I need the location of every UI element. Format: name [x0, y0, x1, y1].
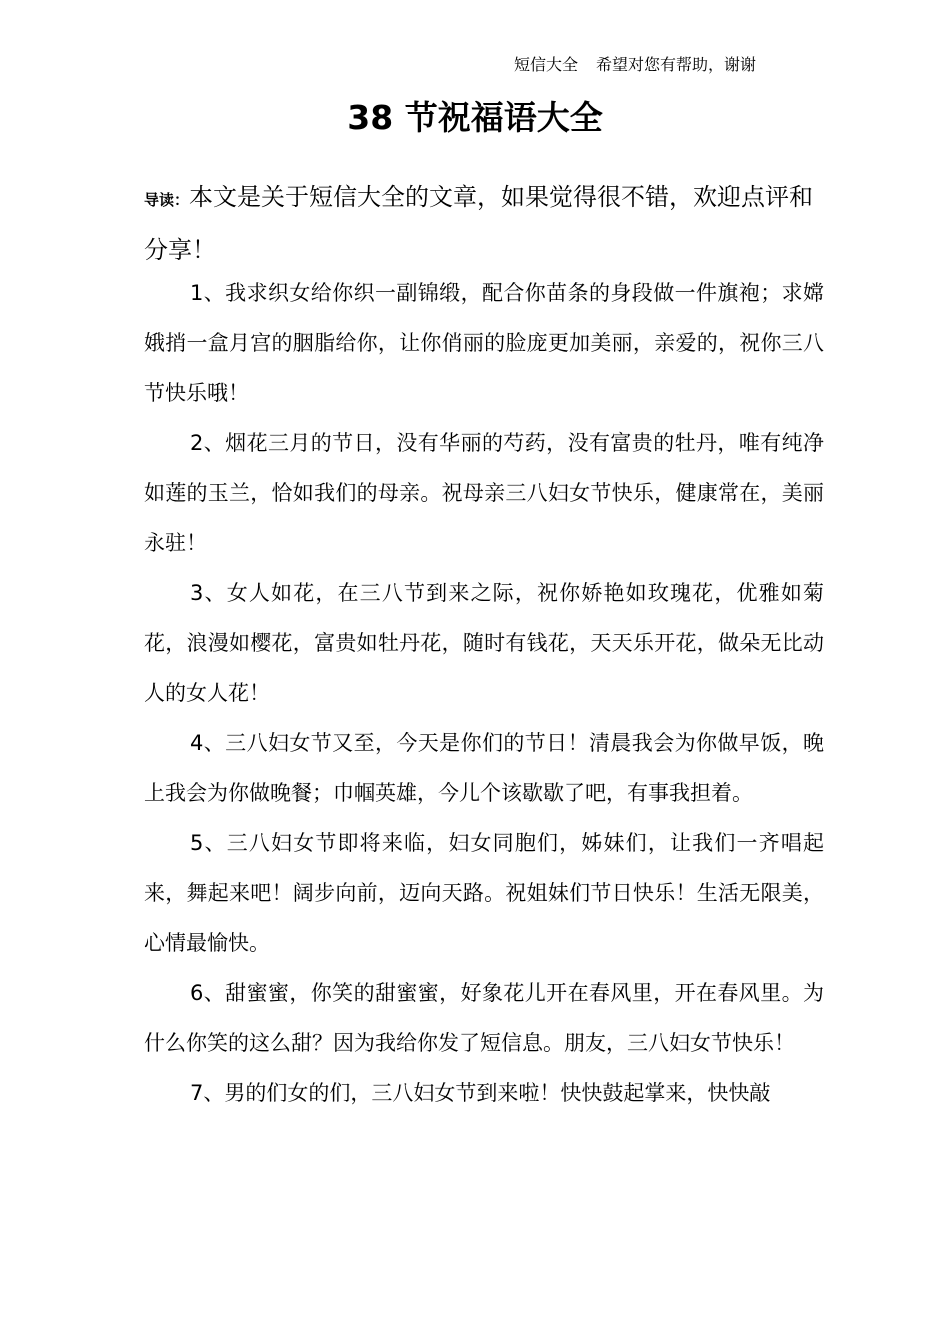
paragraph-3: 3、女人如花，在三八节到来之际，祝你娇艳如玫瑰花，优雅如菊花，浪漫如樱花，富贵如牡丹花，随时有钱花，天天乐开花，做朵无比动人的女人花！: [144, 581, 824, 705]
paragraph-7: 7、男的们女的们，三八妇女节到来啦！快快鼓起掌来，快快敲: [190, 1081, 771, 1105]
lead-paragraph: [144, 172, 824, 275]
page-header-note: [514, 54, 756, 76]
lead-text: 本文是关于短信大全的文章，如果觉得很不错，欢迎点评和分享！: [144, 183, 814, 264]
header-note-text: 希望对您有帮助，谢谢: [595, 55, 756, 74]
paragraph-4: 4、三八妇女节又至，今天是你们的节日！清晨我会为你做早饭，晚上我会为你做晚餐；巾帼英雄，今儿个该歇歇了吧，有事我担着。: [144, 731, 824, 805]
paragraph-1: 1、我求织女给你织一副锦缎，配合你苗条的身段做一件旗袍；求嫦娥捎一盒月宫的胭脂给你，让你俏丽的脸庞更加美丽，亲爱的，祝你三八节快乐哦！: [144, 281, 824, 405]
paragraph-5: 5、三八妇女节即将来临，妇女同胞们，姊妹们，让我们一齐唱起来，舞起来吧！阔步向前，迈向天路。祝姐妹们节日快乐！生活无限美，心情最愉快。: [144, 831, 824, 955]
paragraph-2: 2、烟花三月的节日，没有华丽的芍药，没有富贵的牡丹，唯有纯净如莲的玉兰，恰如我们的母亲。祝母亲三八妇女节快乐，健康常在，美丽永驻！: [144, 431, 824, 555]
header-source: 短信大全: [513, 55, 578, 74]
document-body: [144, 268, 824, 1118]
paragraph-6: 6、甜蜜蜜，你笑的甜蜜蜜，好象花儿开在春风里，开在春风里。为什么你笑的这么甜？因为我给你发了短信息。朋友，三八妇女节快乐！: [144, 981, 824, 1055]
lead-label: 导读：: [144, 191, 190, 209]
document-title: 38 节祝福语大全: [347, 98, 603, 137]
